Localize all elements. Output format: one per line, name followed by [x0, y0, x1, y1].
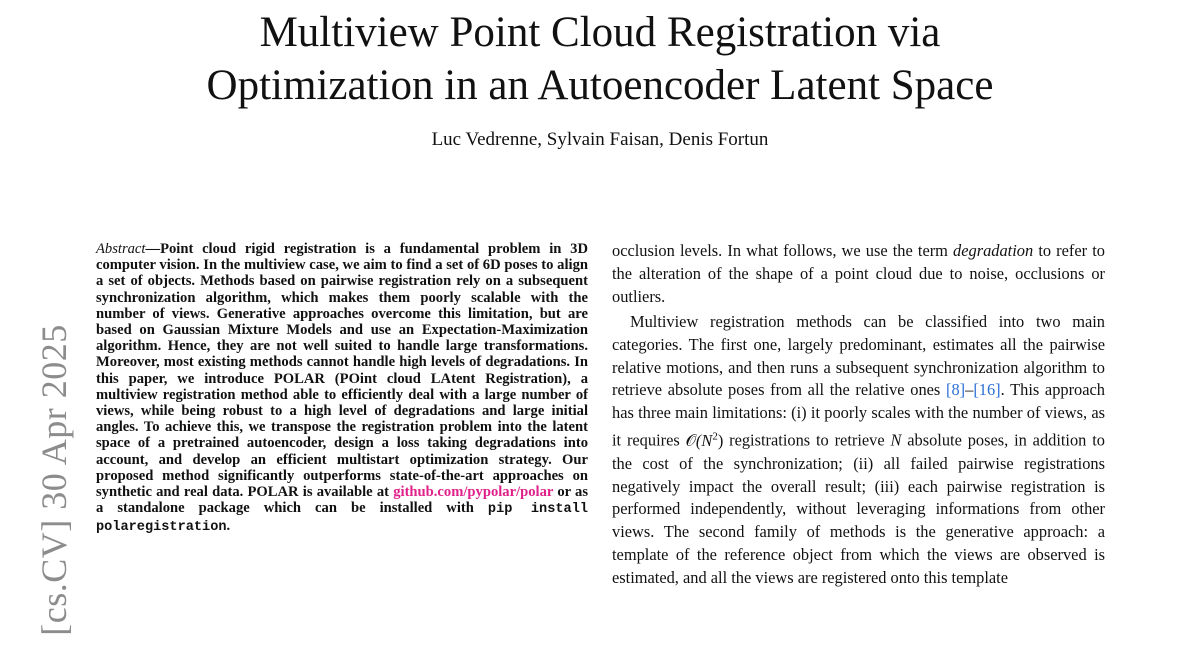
- abstract-paragraph: [96, 241, 588, 537]
- citation-link[interactable]: [16]: [973, 380, 1001, 400]
- install-command: pip install polaregistration: [96, 502, 589, 536]
- multiview-paragraph: [612, 311, 1105, 590]
- text-run: Multiview registration methods can be classified into two main categories. The first one, largely predominant, estimates all the pairwise relative motions, and then runs a subsequent synchronization algorithm to retrieve absolute poses from all the relative ones: [612, 311, 1105, 400]
- text-run: to refer to the alteration of the shape of a point cloud due to noise, occlusions or outliers.: [612, 241, 1105, 306]
- body-column-right: [612, 240, 1105, 590]
- emphasis-term: degradation: [953, 241, 1034, 260]
- text-run: occlusion levels. In what follows, we use the term: [612, 241, 948, 260]
- abstract-body: Point cloud rigid registration is a fundamental problem in 3D computer vision. In the multiview case, we aim to find a set of 6D poses to align a set of objects. Methods based on pairwise registration rely on a subsequent synchronization algorithm, which makes them poorly scalable with the number of views. Generative approaches overcome this limitation, but are based on Gaussian Mixture Models and use an Expectation-Maximization algorithm. Hence, they are not well suited to handle large transformations. Moreover, most existing methods cannot handle high levels of degradations. In this paper, we introduce POLAR (POint cloud LAtent Registration), a multiview registration method able to efficiently deal with a large number of views, while being robust to a high level of degradations and large initial angles. To achieve this, we transpose the registration problem into the latent space of a pretrained autoencoder, design a loss taking degradations into account, and develop an efficient multistart optimization strategy. Our proposed method significantly outperforms state-of-the-art approaches on synthetic and real data. POLAR is available at: [96, 241, 588, 501]
- math-symbol: ): [717, 430, 724, 450]
- math-exponent: 2: [712, 430, 718, 443]
- author-list: Luc Vedrenne, Sylvain Faisan, Denis Fortun: [431, 129, 769, 150]
- paper-title: [0, 6, 1200, 112]
- citation-link[interactable]: [8]: [945, 380, 966, 400]
- github-link[interactable]: github.com/pypolar/polar: [393, 484, 554, 501]
- intro-paragraph-end: [612, 240, 1105, 309]
- abstract-end: .: [226, 518, 231, 535]
- arxiv-stamp-text: [cs.CV] 30 Apr 2025: [34, 324, 74, 636]
- title-line-1: Multiview Point Cloud Registration via: [259, 9, 941, 56]
- abstract-dash: —: [145, 241, 161, 257]
- big-o-math: [686, 431, 724, 450]
- citation-dash: –: [965, 380, 974, 400]
- text-run: . This approach has three main limitations: (i) it poorly scales with the number of views, as it requires: [612, 380, 1105, 450]
- math-symbol: (N: [695, 430, 713, 450]
- math-symbol: N: [890, 430, 902, 450]
- math-symbol: 𝒪: [685, 430, 696, 450]
- text-run: absolute poses, in addition to the cost of the synchronization; (ii) all failed pairwise registrations negatively impact the overall result; (iii) each pairwise registration is performed independently, without leveraging informations from other views. The second family of methods is the generative approach: a template of the reference object from which the views are observed is estimated, and all the views are registered onto this template: [612, 430, 1105, 588]
- abstract-label: Abstract: [96, 241, 146, 257]
- abstract-body-continued: or as a standalone package which can be installed with: [96, 484, 588, 517]
- text-run: registrations to retrieve: [729, 430, 885, 450]
- title-line-2: Optimization in an Autoencoder Latent Space: [206, 62, 994, 109]
